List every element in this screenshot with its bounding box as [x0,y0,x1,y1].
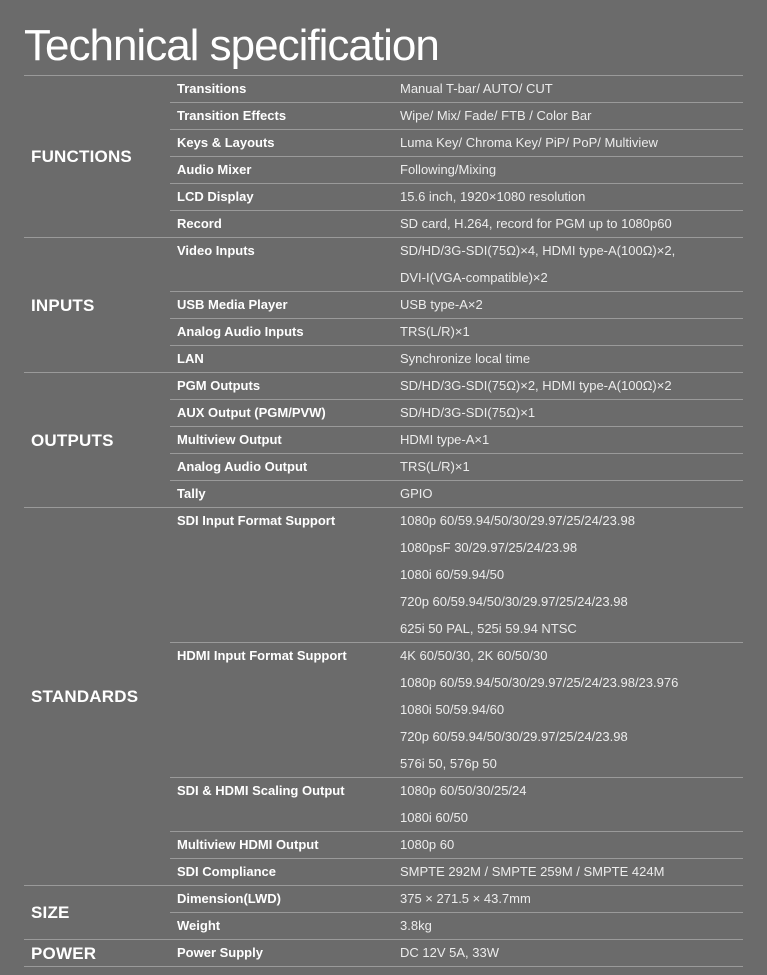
spec-label: Weight [177,918,221,933]
row-divider [170,345,743,346]
row-divider [170,318,743,319]
section-divider [24,75,743,76]
section-category: POWER [31,943,97,963]
spec-value: 576i 50, 576p 50 [400,756,497,771]
section-divider [24,939,743,940]
spec-value: 1080i 60/59.94/50 [400,567,505,582]
row-divider [170,912,743,913]
section-category: STANDARDS [31,687,139,706]
section-divider [24,237,743,238]
spec-label: Video Inputs [177,243,255,258]
spec-value: TRS(L/R)×1 [400,459,470,474]
spec-value: Synchronize local time [400,351,531,366]
row-divider [170,453,743,454]
section-category: SIZE [31,903,70,922]
spec-label: Analog Audio Inputs [177,324,304,339]
section-divider [24,966,743,967]
spec-value: SMPTE 292M / SMPTE 259M / SMPTE 424M [400,864,665,879]
row-divider [170,777,743,778]
spec-value: 375 × 271.5 × 43.7mm [400,891,531,906]
row-divider [170,858,743,859]
row-divider [170,480,743,481]
section-category: INPUTS [31,295,95,315]
spec-value: GPIO [400,486,433,501]
row-divider [170,642,743,643]
spec-label: USB Media Player [177,297,288,312]
spec-label: LAN [177,351,204,366]
spec-label: Tally [177,486,206,501]
spec-value: SD card, H.264, record for PGM up to 1080p60 [400,216,672,231]
spec-label: LCD Display [177,189,254,204]
spec-label: SDI Input Format Support [177,513,336,528]
spec-label: Dimension(LWD) [177,891,281,906]
page-title: Technical specification [24,21,439,70]
row-divider [170,156,743,157]
section-divider [24,885,743,886]
row-divider [170,831,743,832]
section-category: FUNCTIONS [31,147,132,166]
spec-value: DVI-I(VGA-compatible)×2 [400,270,548,285]
spec-value: 3.8kg [400,918,432,933]
spec-label: Audio Mixer [177,162,252,177]
spec-value: 1080p 60/59.94/50/30/29.97/25/24/23.98 [400,513,635,528]
spec-value: 1080i 60/50 [400,810,468,825]
spec-label: Transition Effects [177,108,287,123]
spec-label: Analog Audio Output [177,459,308,474]
row-divider [170,399,743,400]
spec-value: 625i 50 PAL, 525i 59.94 NTSC [400,621,577,636]
spec-value: USB type-A×2 [400,297,483,312]
spec-value: DC 12V 5A, 33W [400,945,499,960]
spec-value: SD/HD/3G-SDI(75Ω)×4, HDMI type-A(100Ω)×2, [400,243,676,258]
spec-value: 1080p 60/59.94/50/30/29.97/25/24/23.98/23.976 [400,675,679,690]
spec-label: SDI & HDMI Scaling Output [177,783,345,798]
row-divider [170,183,743,184]
spec-value: 1080p 60 [400,837,455,852]
section-category: OUTPUTS [31,430,114,450]
spec-value: 720p 60/59.94/50/30/29.97/25/24/23.98 [400,594,628,609]
spec-label: Record [177,216,222,231]
spec-value: Manual T-bar/ AUTO/ CUT [400,81,553,96]
spec-label: HDMI Input Format Support [177,648,347,663]
spec-value: 720p 60/59.94/50/30/29.97/25/24/23.98 [400,729,628,744]
spec-value: 1080psF 30/29.97/25/24/23.98 [400,540,578,555]
spec-value: 15.6 inch, 1920×1080 resolution [400,189,586,204]
spec-value: Luma Key/ Chroma Key/ PiP/ PoP/ Multiview [400,135,658,150]
spec-label: SDI Compliance [177,864,276,879]
section-divider [24,372,743,373]
spec-label: Multiview HDMI Output [177,837,319,852]
spec-value: Following/Mixing [400,162,497,177]
row-divider [170,102,743,103]
spec-value: 4K 60/50/30, 2K 60/50/30 [400,648,548,663]
spec-label: Multiview Output [177,432,282,447]
row-divider [170,129,743,130]
spec-value: 1080p 60/50/30/25/24 [400,783,527,798]
spec-label: AUX Output (PGM/PVW) [177,405,326,420]
section-divider [24,507,743,508]
spec-value: SD/HD/3G-SDI(75Ω)×2, HDMI type-A(100Ω)×2 [400,378,672,393]
spec-value: Wipe/ Mix/ Fade/ FTB / Color Bar [400,108,592,123]
spec-label: Power Supply [177,945,263,960]
spec-value: TRS(L/R)×1 [400,324,470,339]
spec-label: PGM Outputs [177,378,261,393]
row-divider [170,291,743,292]
row-divider [170,210,743,211]
spec-label: Keys & Layouts [177,135,275,150]
spec-value: SD/HD/3G-SDI(75Ω)×1 [400,405,536,420]
spec-label: Transitions [177,81,247,96]
row-divider [170,426,743,427]
spec-value: HDMI type-A×1 [400,432,490,447]
spec-value: 1080i 50/59.94/60 [400,702,505,717]
